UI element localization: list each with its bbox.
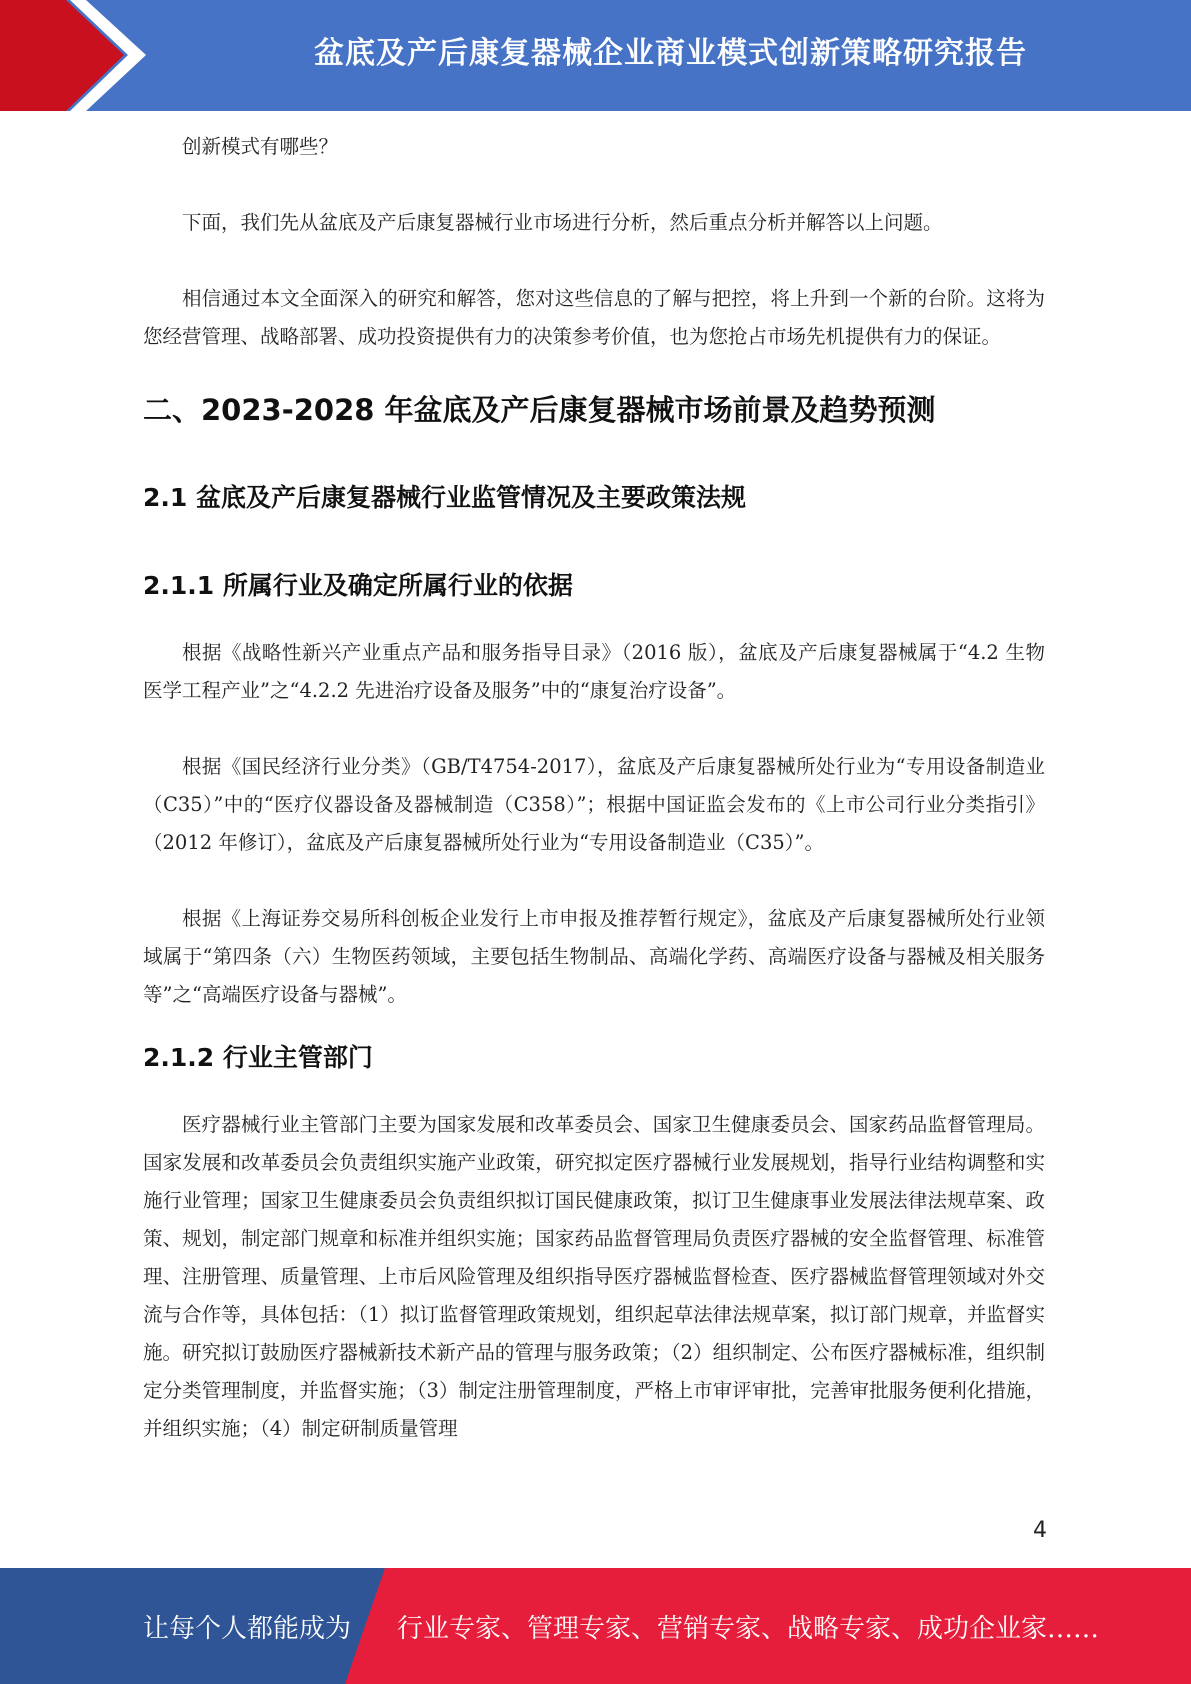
paragraph-2-1-1-c: 根据《上海证券交易所科创板企业发行上市申报及推荐暂行规定》，盆底及产后康复器械所处行业领域属于“第四条（六）生物医药领域，主要包括生物制品、高端化学药、高端医疗设备与器械及相关服务等”之“高端医疗设备与器械”。 <box>143 907 1045 1006</box>
paragraph-intro-2: 下面，我们先从盆底及产后康复器械行业市场进行分析，然后重点分析并解答以上问题。 <box>182 211 943 234</box>
document-body <box>143 128 1045 1448</box>
subsection-heading-2-1-1: 2.1.1 所属行业及确定所属行业的依据 <box>143 571 573 600</box>
paragraph-2-1-1-b: 根据《国民经济行业分类》（GB/T4754-2017），盆底及产后康复器械所处行业为“专用设备制造业（C35）”中的“医疗仪器设备及器械制造（C358）”；根据中国证监会发布的《上市公司行业分类指引》（2012 年修订），盆底及产后康复器械所处行业为“专用设备制造业（C35）”。 <box>143 755 1045 854</box>
subsection-heading-2-1: 2.1 盆底及产后康复器械行业监管情况及主要政策法规 <box>143 483 746 512</box>
page-header <box>0 0 1191 111</box>
footer-slogan-left: 让每个人都能成为 <box>143 1613 352 1644</box>
header-arrow-decoration <box>0 0 160 111</box>
paragraph-2-1-2: 医疗器械行业主管部门主要为国家发展和改革委员会、国家卫生健康委员会、国家药品监督管理局。国家发展和改革委员会负责组织实施产业政策，研究拟定医疗器械行业发展规划，指导行业结构调整和实施行业管理；国家卫生健康委员会负责组织拟订国民健康政策，拟订卫生健康事业发展法律法规草案、政策、规划，制定部门规章和标准并组织实施；国家药品监督管理局负责医疗器械的安全监督管理、标准管理、注册管理、质量管理、上市后风险管理及组织指导医疗器械监督检查、医疗器械监督管理领域对外交流与合作等，具体包括：（1）拟订监督管理政策规划，组织起草法律法规草案，拟订部门规章，并监督实施。研究拟订鼓励医疗器械新技术新产品的管理与服务政策；（2）组织制定、公布医疗器械标准，组织制定分类管理制度，并监督实施；（3）制定注册管理制度，严格上市审评审批，完善审批服务便利化措施，并组织实施；（4）制定研制质量管理 <box>143 1113 1045 1440</box>
page-footer <box>0 1568 1191 1684</box>
section-heading-2: 二、2023-2028 年盆底及产后康复器械市场前景及趋势预测 <box>143 393 936 427</box>
subsection-heading-2-1-2: 2.1.2 行业主管部门 <box>143 1043 373 1072</box>
paragraph-2-1-1-a: 根据《战略性新兴产业重点产品和服务指导目录》（2016 版），盆底及产后康复器械属于“4.2 生物医学工程产业”之“4.2.2 先进治疗设备及服务”中的“康复治疗设备”。 <box>143 641 1045 702</box>
paragraph-intro-3: 相信通过本文全面深入的研究和解答，您对这些信息的了解与把控，将上升到一个新的台阶。这将为您经营管理、战略部署、成功投资提供有力的决策参考价值，也为您抢占市场先机提供有力的保证。 <box>143 287 1045 348</box>
paragraph-intro-1: 创新模式有哪些？ <box>182 135 339 158</box>
footer-slogan-right: 行业专家、管理专家、营销专家、战略专家、成功企业家…… <box>397 1613 1100 1644</box>
header-title: 盆底及产后康复器械企业商业模式创新策略研究报告 <box>314 36 1027 71</box>
page-number: 4 <box>1033 1518 1047 1543</box>
